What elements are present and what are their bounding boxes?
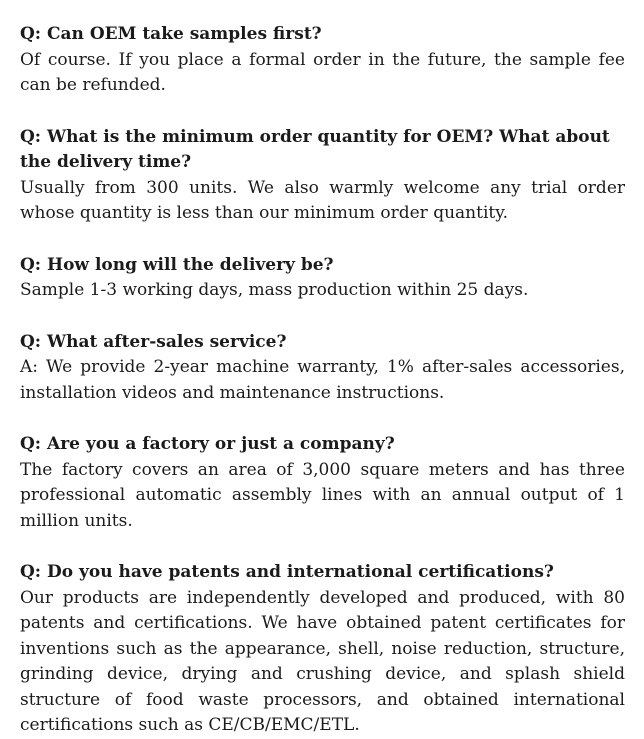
faq-question: Q: What is the minimum order quantity for OEM? What about the delivery time? bbox=[20, 126, 610, 172]
faq-answer: Usually from 300 units. We also warmly welcome any trial order whose quantity is less than our minimum order quantity. bbox=[20, 177, 625, 223]
faq-answer: The factory covers an area of 3,000 square meters and has three professional automatic assembly lines with an annual output of 1 million units. bbox=[20, 459, 625, 531]
faq-item bbox=[20, 330, 625, 407]
faq-question: Q: Can OEM take samples first? bbox=[20, 24, 322, 44]
faq-answer: Sample 1-3 working days, mass production within 25 days. bbox=[20, 280, 529, 300]
faq-item bbox=[20, 560, 625, 739]
faq-answer: A: We provide 2-year machine warranty, 1% after-sales accessories, installation videos and maintenance instructions. bbox=[20, 357, 625, 403]
faq-item bbox=[20, 22, 625, 99]
faq-question: Q: What after-sales service? bbox=[20, 331, 287, 352]
faq-answer: Of course. If you place a formal order in the future, the sample fee can be refunded. bbox=[20, 49, 625, 95]
faq-answer: Our products are independently developed and produced, with 80 patents and certifications. We have obtained patent certificates for inventions such as the appearance, shell, noise reduction, structure, grinding device, drying and crushing device, and splash shield structure of food waste processors, and obtained international certifications such as CE/CB/EMC/ETL. bbox=[20, 587, 625, 735]
faq-item bbox=[20, 432, 625, 534]
faq-question: Q: Are you a factory or just a company? bbox=[20, 434, 395, 454]
faq-item bbox=[20, 125, 625, 227]
faq-question: Q: Do you have patents and international certifications? bbox=[20, 562, 554, 582]
faq-item bbox=[20, 253, 625, 304]
faq-question: Q: How long will the delivery be? bbox=[20, 254, 334, 275]
